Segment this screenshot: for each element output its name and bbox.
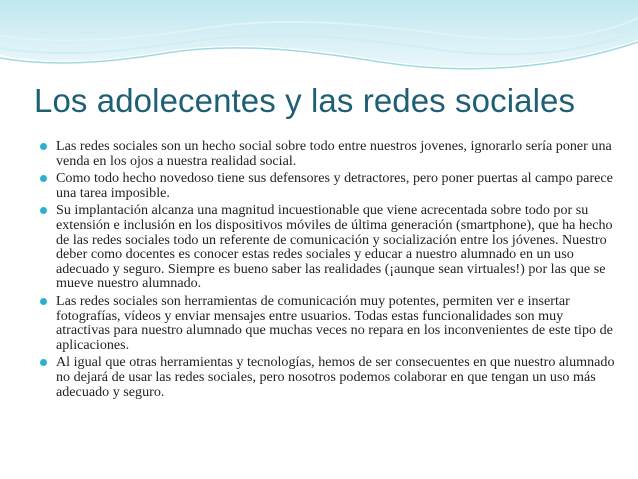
wave-header-decoration (0, 0, 638, 90)
bullet-text: Las redes sociales son herramientas de comunicación muy potentes, permiten ver e insertar fotografías, vídeos y enviar mensajes entre usuarios. Todas estas funcionalidades son muy atractivas para nuestro alumnado que muchas veces no repara en los inconvenientes de este tipo de aplicaciones. (56, 292, 613, 353)
bullet-item (40, 294, 620, 352)
bullet-item (40, 355, 620, 399)
bullet-text: Las redes sociales son un hecho social sobre todo entre nuestros jovenes, ignorarlo sería poner una venda en los ojos a nuestra realidad social. (56, 138, 612, 169)
bullet-item (40, 203, 620, 291)
bullet-dot-icon (40, 359, 47, 366)
bullet-text: Su implantación alcanza una magnitud incuestionable que viene acrecentada sobre todo por su extensión e inclusión en los dispositivos móviles de última generación (smartphone), que ha hecho de las redes sociales todo un referente de comunicación y socialización entre los jóvenes. Nuestro deber como docentes es conocer estas redes sociales y educar a nuestro alumnado en un uso adecuado y seguro. Siempre es bueno saber las realidades (¡aunque sean virtuales!) por las que se mueve nuestro alumnado. (56, 202, 613, 292)
bullet-dot-icon (40, 143, 47, 150)
bullet-dot-icon (40, 175, 47, 182)
bullet-text: Como todo hecho novedoso tiene sus defensores y detractores, pero poner puertas al campo parece una tarea imposible. (56, 170, 613, 201)
bullet-item (40, 139, 620, 168)
bullet-text: Al igual que otras herramientas y tecnologías, hemos de ser consecuentes en que nuestro alumnado no dejará de usar las redes sociales, pero nosotros podemos colaborar en que tengan un uso más adecuado y seguro. (56, 354, 615, 400)
bullet-dot-icon (40, 298, 47, 305)
bullet-item (40, 171, 620, 200)
slide-title: Los adolecentes y las redes sociales (34, 82, 576, 119)
bullet-dot-icon (40, 207, 47, 214)
bullet-list (40, 139, 620, 402)
